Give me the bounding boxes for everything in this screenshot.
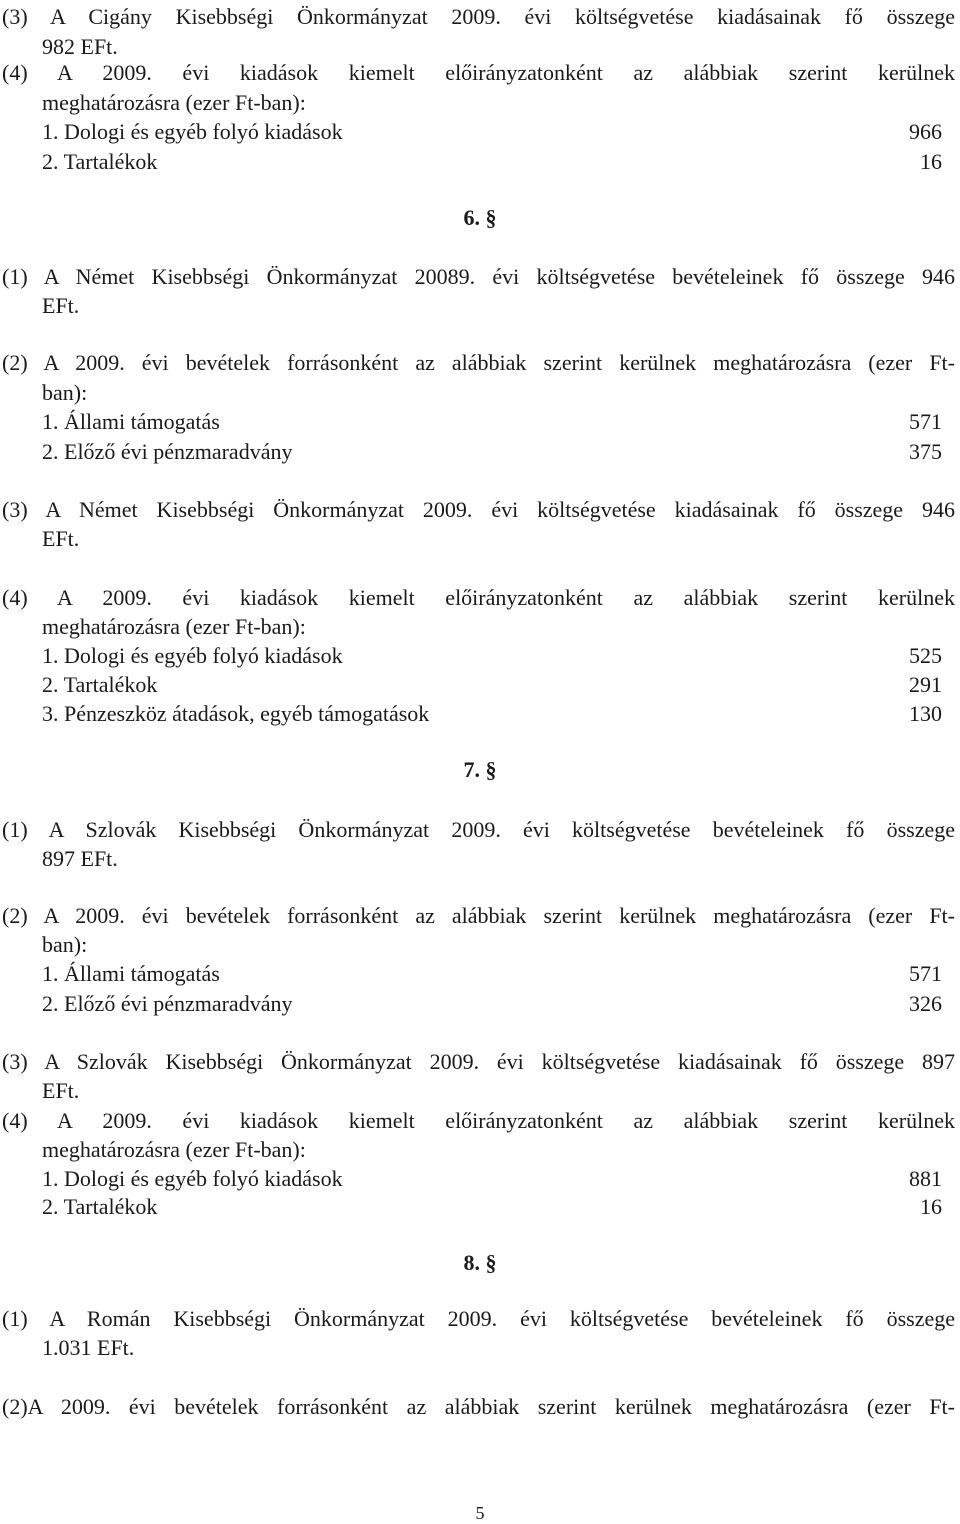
- s8-paragraph-1-line-1: (1) A Román Kisebbségi Önkormányzat 2009. évi költségvetése bevételeinek fő összege: [2, 1306, 955, 1331]
- s6-income-label: 1. Állami támogatás: [42, 409, 220, 434]
- cigany-paragraph-4-line-1: (4) A 2009. évi kiadások kiemelt előirányzatonként az alábbiak szerint kerülnek: [2, 60, 955, 85]
- s6-paragraph-4-line-2: meghatározásra (ezer Ft-ban):: [42, 614, 306, 639]
- s7-paragraph-3-line-2: EFt.: [42, 1078, 80, 1103]
- s6-paragraph-1-line-1: (1) A Német Kisebbségi Önkormányzat 20089. évi költségvetése bevételeinek fő összege 946: [2, 264, 955, 289]
- cigany-expense-value: 966: [909, 119, 942, 144]
- s6-expense-value: 291: [909, 672, 942, 697]
- cigany-expense-value: 16: [920, 149, 942, 174]
- s6-income-label: 2. Előző évi pénzmaradvány: [42, 439, 293, 464]
- s7-income-value: 571: [909, 961, 942, 986]
- cigany-expense-label: 2. Tartalékok: [42, 149, 158, 174]
- s8-paragraph-1-line-2: 1.031 EFt.: [42, 1335, 135, 1360]
- s6-expense-value: 525: [909, 643, 942, 668]
- s6-paragraph-3-line-2: EFt.: [42, 526, 80, 551]
- s8-paragraph-2-line-1: (2)A 2009. évi bevételek forrásonként az alábbiak szerint kerülnek meghatározásra (ezer Ft-: [2, 1394, 955, 1419]
- s7-paragraph-1-line-2: 897 EFt.: [42, 846, 118, 871]
- s6-paragraph-3-line-1: (3) A Német Kisebbségi Önkormányzat 2009. évi költségvetése kiadásainak fő összege 946: [2, 497, 955, 522]
- s7-income-label: 2. Előző évi pénzmaradvány: [42, 991, 293, 1016]
- s6-income-value: 571: [909, 409, 942, 434]
- s6-paragraph-2-line-2: ban):: [42, 380, 88, 405]
- s6-expense-label: 3. Pénzeszköz átadások, egyéb támogatások: [42, 701, 430, 726]
- s6-expense-label: 2. Tartalékok: [42, 672, 158, 697]
- cigany-paragraph-3-line-1: (3) A Cigány Kisebbségi Önkormányzat 2009. évi költségvetése kiadásainak fő összege: [2, 4, 955, 29]
- s7-paragraph-1-line-1: (1) A Szlovák Kisebbségi Önkormányzat 2009. évi költségvetése bevételeinek fő összege: [2, 817, 955, 842]
- s7-paragraph-4-line-2: meghatározásra (ezer Ft-ban):: [42, 1137, 306, 1162]
- s7-expense-value: 881: [909, 1166, 942, 1191]
- s6-income-value: 375: [909, 439, 942, 464]
- s7-expense-value: 16: [920, 1194, 942, 1219]
- cigany-expense-label: 1. Dologi és egyéb folyó kiadások: [42, 119, 343, 144]
- cigany-paragraph-4-line-2: meghatározásra (ezer Ft-ban):: [42, 90, 306, 115]
- s7-paragraph-3-line-1: (3) A Szlovák Kisebbségi Önkormányzat 2009. évi költségvetése kiadásainak fő összege 897: [2, 1049, 955, 1074]
- s6-paragraph-4-line-1: (4) A 2009. évi kiadások kiemelt előirányzatonként az alábbiak szerint kerülnek: [2, 585, 955, 610]
- page-number: 5: [475, 1503, 485, 1523]
- s7-paragraph-4-line-1: (4) A 2009. évi kiadások kiemelt előirányzatonként az alábbiak szerint kerülnek: [2, 1108, 955, 1133]
- s7-income-label: 1. Állami támogatás: [42, 961, 220, 986]
- s7-expense-label: 2. Tartalékok: [42, 1194, 158, 1219]
- s7-expense-label: 1. Dologi és egyéb folyó kiadások: [42, 1166, 343, 1191]
- section-8-heading: 8. §: [463, 1250, 497, 1275]
- section-6-heading: 6. §: [463, 205, 497, 230]
- s6-paragraph-1-line-2: EFt.: [42, 293, 80, 318]
- section-7-heading: 7. §: [463, 757, 497, 782]
- s7-paragraph-2-line-2: ban):: [42, 932, 88, 957]
- s7-paragraph-2-line-1: (2) A 2009. évi bevételek forrásonként az alábbiak szerint kerülnek meghatározásra (ezer Ft-: [2, 903, 955, 928]
- s7-income-value: 326: [909, 991, 942, 1016]
- cigany-paragraph-3-line-2: 982 EFt.: [42, 34, 118, 59]
- s6-expense-label: 1. Dologi és egyéb folyó kiadások: [42, 643, 343, 668]
- s6-expense-value: 130: [909, 701, 942, 726]
- s6-paragraph-2-line-1: (2) A 2009. évi bevételek forrásonként az alábbiak szerint kerülnek meghatározásra (ezer Ft-: [2, 350, 955, 375]
